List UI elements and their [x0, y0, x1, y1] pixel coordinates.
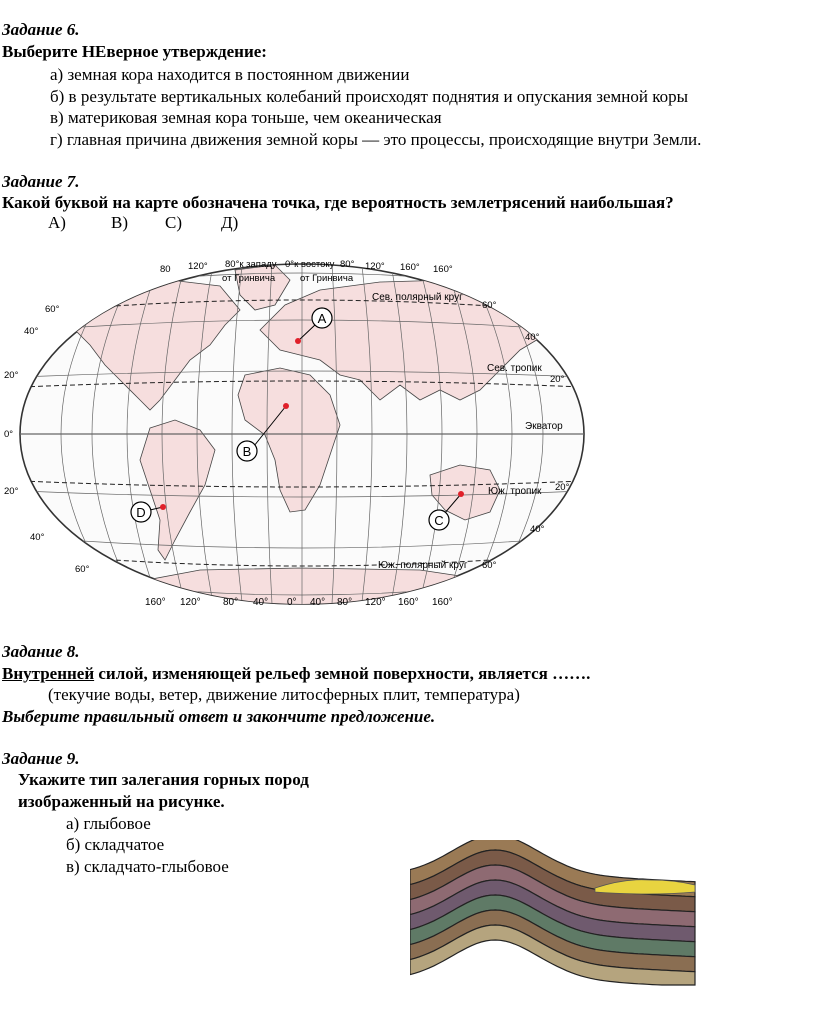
bottom-lon-label: 160°: [145, 597, 166, 608]
svg-text:60°: 60°: [45, 304, 60, 315]
task8-question-rest: силой, изменяющей рельеф земной поверхности, является …….: [94, 664, 591, 683]
svg-text:A: A: [317, 311, 327, 326]
tropic-north-label: Сев. тропик: [487, 363, 542, 374]
task8-question: [2, 664, 590, 684]
task9-option-b: б) складчатое: [66, 835, 165, 854]
task7-title: Задание 7.: [2, 172, 80, 191]
svg-text:0°: 0°: [4, 429, 14, 440]
svg-text:20°: 20°: [4, 486, 19, 497]
fold-diagram: [410, 840, 710, 990]
task6-option-c: в) материковая земная кора тоньше, чем океаническая: [50, 108, 442, 127]
svg-text:40°: 40°: [530, 524, 545, 535]
rock-layers: [410, 840, 695, 985]
task7-answer-b: В): [111, 213, 128, 232]
bottom-lon-label: 120°: [365, 597, 386, 608]
top-lon-label: 0°к востоку: [285, 259, 335, 270]
top-sub-left: от Гринвича: [222, 273, 276, 284]
task6-option-a: а) земная кора находится в постоянном движении: [50, 65, 410, 84]
task8-instruction: Выберите правильный ответ и закончите предложение.: [2, 707, 436, 726]
top-lon-label: 80°к западу: [225, 259, 277, 270]
bottom-lon-label: 40°: [310, 597, 326, 608]
task8-title: Задание 8.: [2, 642, 80, 661]
svg-text:40°: 40°: [30, 532, 45, 543]
task9-title: Задание 9.: [2, 749, 80, 768]
bottom-lon-label: 0°: [287, 597, 297, 608]
top-lon-label: 120°: [365, 261, 385, 272]
top-sub-right: от Гринвича: [300, 273, 354, 284]
top-lon-label: 160°: [400, 262, 420, 273]
task8-options: (текучие воды, ветер, движение литосферных плит, температура): [48, 685, 520, 704]
world-map: [0, 250, 600, 622]
svg-text:40°: 40°: [525, 332, 540, 343]
top-lon-label: 160°: [433, 264, 453, 275]
task7-answer-c: С): [165, 213, 182, 232]
task7-question: Какой буквой на карте обозначена точка, где вероятность землетрясений наибольшая?: [2, 193, 674, 212]
task6-question: Выберите НЕверное утверждение:: [2, 42, 267, 61]
svg-text:D: D: [136, 505, 146, 520]
svg-text:C: C: [434, 513, 444, 528]
task6-option-d: г) главная причина движения земной коры — это процессы, происходящие внутри Земли.: [50, 130, 702, 149]
task7-answer-d: Д): [221, 213, 239, 232]
equator-label: Экватор: [525, 421, 563, 432]
task9-option-c: в) складчато-глыбовое: [66, 857, 229, 876]
tropic-south-label: Юж. тропик: [488, 486, 542, 497]
task7-answer-a: А): [48, 213, 66, 232]
bottom-lon-label: 120°: [180, 597, 201, 608]
svg-text:20°: 20°: [550, 374, 565, 385]
task8-underlined-word: Внутренней: [2, 664, 95, 683]
svg-text:60°: 60°: [75, 564, 90, 575]
svg-text:20°: 20°: [4, 370, 19, 381]
svg-text:B: B: [242, 444, 252, 459]
top-lon-label: 80°: [340, 259, 355, 270]
svg-text:60°: 60°: [482, 560, 497, 571]
svg-text:40°: 40°: [24, 326, 39, 337]
bottom-lon-label: 160°: [398, 597, 419, 608]
svg-text:20°: 20°: [555, 482, 570, 493]
task9-question-line1: Укажите тип залегания горных пород: [18, 770, 309, 789]
bottom-lon-label: 80°: [337, 597, 353, 608]
bottom-lon-label: 160°: [432, 597, 453, 608]
top-lon-label: 120°: [188, 261, 208, 272]
top-lon-label: 80: [160, 264, 171, 275]
bottom-lon-label: 80°: [223, 597, 239, 608]
antarctic-circle-label: Юж. полярный круг: [378, 560, 468, 571]
task6-title: Задание 6.: [2, 20, 80, 39]
svg-text:60°: 60°: [482, 300, 497, 311]
task9-option-a: а) глыбовое: [66, 814, 151, 833]
bottom-lon-label: 40°: [253, 597, 269, 608]
arctic-circle-label: Сев. полярный круг: [372, 292, 463, 303]
task9-question-line2: изображенный на рисунке.: [18, 792, 225, 811]
task6-option-b: б) в результате вертикальных колебаний происходят поднятия и опускания земной коры: [50, 87, 689, 106]
